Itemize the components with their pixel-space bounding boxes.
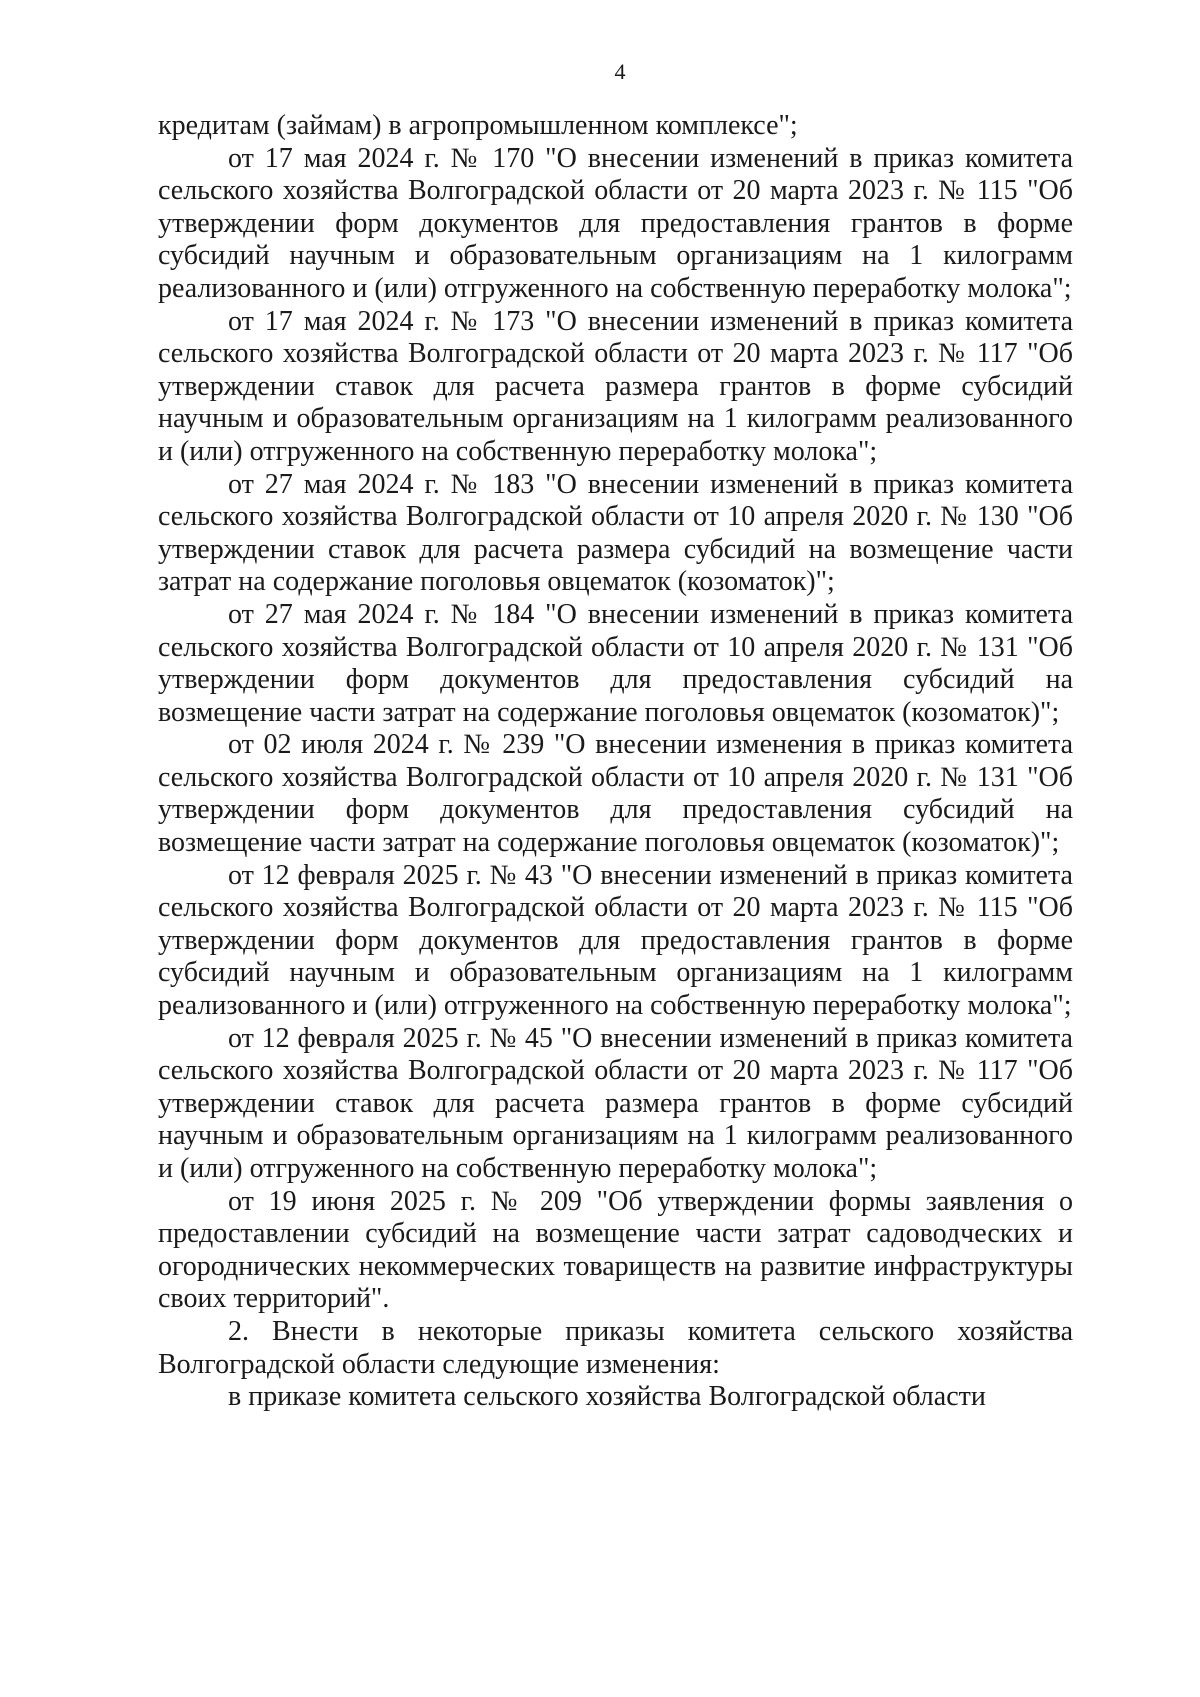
paragraph-item-2-start: в приказе комитета сельского хозяйства Волгоградской области — [228, 1381, 986, 1413]
paragraph-order-170: от 17 мая 2024 г. № 170 "О внесении изменений в приказ комитета сельского хозяйства Волгоградской области от 20 марта 2023 г. № 115 "Об утверждении форм документов для предоставления грантов в форме субсидий научным и образовательным организациям на 1 килограмм реализованного и (или) отгруженного на собственную переработку молока"; — [158, 142, 1073, 304]
page-number: 4 — [614, 59, 626, 84]
paragraph-order-173: от 17 мая 2024 г. № 173 "О внесении изменений в приказ комитета сельского хозяйства Волгоградской области от 20 марта 2023 г. № 117 "Об утверждении ставок для расчета размера грантов в форме субсидий научным и образовательным организациям на 1 килограмм реализованного и (или) отгруженного на собственную переработку молока"; — [158, 305, 1073, 467]
paragraph-item-2: 2. Внести в некоторые приказы комитета сельского хозяйства Волгоградской области следующие изменения: — [158, 1315, 1073, 1380]
paragraph-order-239: от 02 июля 2024 г. № 239 "О внесении изменения в приказ комитета сельского хозяйства Волгоградской области от 10 апреля 2020 г. № 131 "Об утверждении форм документов для предоставления субсидий на возмещение части затрат на содержание поголовья овцематок (козоматок)"; — [158, 729, 1073, 859]
paragraph-order-45: от 12 февраля 2025 г. № 45 "О внесении изменений в приказ комитета сельского хозяйства Волгоградской области от 20 марта 2023 г. № 117 "Об утверждении ставок для расчета размера грантов в форме субсидий научным и образовательным организациям на 1 килограмм реализованного и (или) отгруженного на собственную переработку молока"; — [158, 1022, 1073, 1184]
paragraph-order-43: от 12 февраля 2025 г. № 43 "О внесении изменений в приказ комитета сельского хозяйства Волгоградской области от 20 марта 2023 г. № 115 "Об утверждении форм документов для предоставления грантов в форме субсидий научным и образовательным организациям на 1 килограмм реализованного и (или) отгруженного на собственную переработку молока"; — [158, 859, 1073, 1022]
paragraph-order-183: от 27 мая 2024 г. № 183 "О внесении изменений в приказ комитета сельского хозяйства Волгоградской области от 10 апреля 2020 г. № 130 "Об утверждении ставок для расчета размера субсидий на возмещение части затрат на содержание поголовья овцематок (козоматок)"; — [158, 468, 1073, 598]
paragraph-order-184: от 27 мая 2024 г. № 184 "О внесении изменений в приказ комитета сельского хозяйства Волгоградской области от 10 апреля 2020 г. № 131 "Об утверждении форм документов для предоставления субсидий на возмещение части затрат на содержание поголовья овцематок (козоматок)"; — [158, 598, 1073, 728]
paragraph-order-209: от 19 июня 2025 г. № 209 "Об утверждении формы заявления о предоставлении субсидий на возмещение части затрат садоводческих и огороднических некоммерческих товариществ на развитие инфраструктуры своих территорий". — [158, 1185, 1073, 1315]
paragraph-continuation: кредитам (займам) в агропромышленном комплексе"; — [158, 110, 798, 141]
document-body — [158, 110, 1073, 1414]
